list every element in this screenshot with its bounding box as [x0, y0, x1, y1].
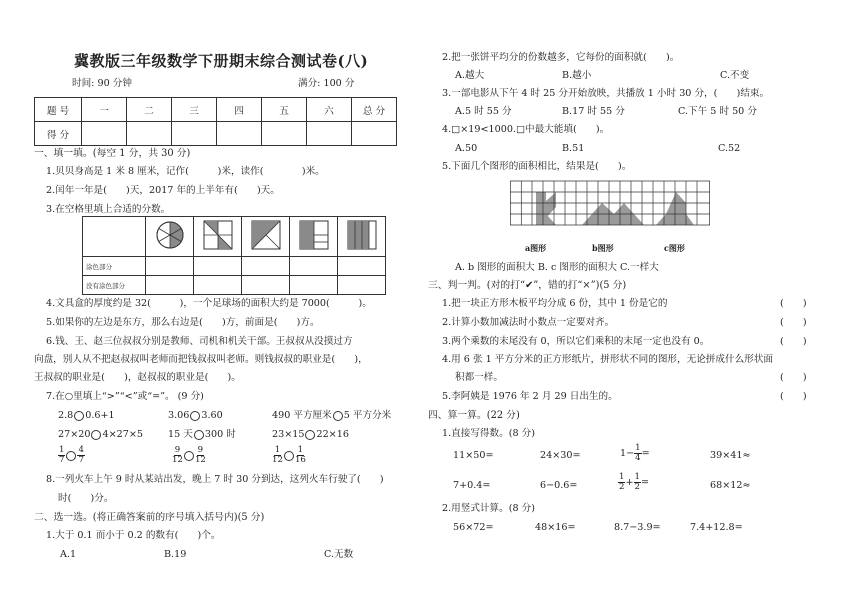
- compare-item: 15 天 300 时: [168, 429, 236, 440]
- s2-q1-opt-c[interactable]: C.无数: [324, 549, 354, 560]
- compare-circle[interactable]: [190, 411, 200, 421]
- row-label-unshaded: 没有涂色部分: [83, 276, 146, 295]
- score-cell: 六: [307, 98, 352, 122]
- s2-q3: 3.一部电影从下午 4 时 25 分开始放映，共播放 1 小时 30 分，( )结束。: [442, 88, 770, 99]
- score-table-header-row: [35, 98, 397, 122]
- s1-q8-line2: 时( )分。: [58, 493, 114, 504]
- compare-fraction-item: $\frac{1}{7}$ $\frac{4}{7}$: [59, 445, 84, 466]
- answer-cell[interactable]: [194, 276, 242, 295]
- score-input-cell[interactable]: [217, 122, 262, 146]
- s2-q5: 5.下面几个图形的面积相比，结果是( )。: [442, 161, 632, 172]
- vertical-calc-item: 48×16=: [535, 522, 576, 533]
- square-figure-1: [194, 217, 242, 257]
- vertical-calc-item: 8.7−3.9=: [614, 522, 661, 533]
- score-input-cell[interactable]: [352, 122, 397, 146]
- answer-cell[interactable]: [290, 257, 338, 276]
- compare-circle[interactable]: [284, 451, 294, 461]
- time-limit: 时间: 90 分钟: [72, 78, 132, 89]
- judge-paren[interactable]: ( ): [780, 336, 807, 347]
- s1-q6-line3: 王叔叔的职业是( )，赵叔叔的职业是( )。: [34, 372, 241, 383]
- section1-heading: 一、填一填。(每空 1 分，共 30 分): [34, 148, 191, 159]
- calc-item-fraction: 1− $\frac{1}{4}$ =: [620, 443, 650, 464]
- score-cell: 题 号: [35, 98, 82, 122]
- calc-item: 68×12≈: [710, 480, 751, 491]
- compare-circle[interactable]: [91, 430, 101, 440]
- compare-circle[interactable]: [333, 411, 343, 421]
- score-cell: 二: [127, 98, 172, 122]
- compare-circle[interactable]: [184, 451, 194, 461]
- page-title: 冀教版三年级数学下册期末综合测试卷(八): [74, 52, 369, 70]
- figure-label-a: a图形: [525, 243, 547, 253]
- s4-sub2: 2.用竖式计算。(8 分): [442, 503, 535, 514]
- answer-cell[interactable]: [146, 257, 194, 276]
- answer-cell[interactable]: [290, 276, 338, 295]
- s1-q6-line2: 向盘，别人从不把赵叔叔叫老师而把钱叔叔叫老师。则钱叔叔的职业是( )，: [34, 354, 368, 365]
- square-figure-4: [338, 217, 386, 257]
- s1-q7: 7.在○里填上“>”“<”或“=”。 (9 分): [46, 391, 204, 402]
- fraction-table-corner: [83, 217, 146, 257]
- section4-heading: 四、算一算。(22 分): [428, 410, 520, 421]
- compare-item: 490 平方厘米 5 平方分米: [272, 410, 392, 421]
- compare-fraction-item: $\frac{9}{12}$ $\frac{9}{12}$: [172, 445, 206, 466]
- s2-q2-opt-a[interactable]: A.越大: [455, 70, 485, 81]
- judge-item-4-cont: 积都一样。: [455, 372, 503, 383]
- calc-item: 7+0.4=: [453, 480, 491, 491]
- s1-q8-line1: 8.一列火车上午 9 时从某站出发，晚上 7 时 30 分到达，这列火车行驶了( ): [46, 474, 384, 485]
- compare-item: 3.06 3.60: [168, 410, 223, 421]
- figure-label-b: b图形: [592, 243, 614, 253]
- compare-circle[interactable]: [74, 411, 84, 421]
- compare-item: 23×15 22×16: [272, 429, 349, 440]
- score-input-cell[interactable]: [127, 122, 172, 146]
- s2-q5-options[interactable]: A. b 图形的面积大 B. c 图形的面积大 C.一样大: [455, 262, 659, 273]
- section3-heading: 三、判一判。(对的打“✔”，错的打“×”)(5 分): [428, 280, 627, 291]
- score-table: [34, 97, 397, 146]
- score-cell: 四: [217, 98, 262, 122]
- s2-q4: 4.□×19<1000.□中最大能填( )。: [442, 124, 610, 135]
- score-cell: 一: [82, 98, 127, 122]
- shapes-grid-figure: [510, 180, 710, 244]
- calc-item: 11×50=: [453, 450, 494, 461]
- vertical-calc-item: 7.4+12.8=: [690, 522, 743, 533]
- judge-paren[interactable]: ( ): [780, 317, 807, 328]
- judge-item-3: 3.两个乘数的末尾没有 0，所以它们乘积的末尾一定也没有 0。: [442, 336, 710, 347]
- answer-cell[interactable]: [242, 257, 290, 276]
- answer-cell[interactable]: [338, 276, 386, 295]
- circle-figure: [146, 217, 194, 257]
- judge-item-5: 5.李阿姨是 1976 年 2 月 29 日出生的。: [442, 391, 618, 402]
- row-label-shaded: 涂色部分: [83, 257, 146, 276]
- answer-cell[interactable]: [338, 257, 386, 276]
- s2-q1: 1.大于 0.1 而小于 0.2 的数有( )个。: [46, 530, 221, 541]
- answer-cell[interactable]: [194, 257, 242, 276]
- s1-q1: 1.贝贝身高是 1 米 8 厘米，记作( )米，读作( )米。: [46, 166, 325, 177]
- section2-heading: 二、选一选。(将正确答案前的序号填入括号内)(5 分): [34, 512, 265, 523]
- square-figure-3: [290, 217, 338, 257]
- calc-item-fraction: $\frac{1}{2}$ + $\frac{1}{2}$ =: [619, 472, 650, 493]
- fraction-table: [82, 216, 386, 295]
- s2-q3-opt-b[interactable]: B.17 时 55 分: [562, 106, 625, 117]
- full-score: 满分: 100 分: [298, 78, 355, 89]
- s2-q3-opt-a[interactable]: A.5 时 55 分: [455, 106, 512, 117]
- s2-q2-opt-b[interactable]: B.越小: [562, 70, 592, 81]
- score-cell: 得 分: [35, 122, 82, 146]
- compare-circle[interactable]: [305, 430, 315, 440]
- calc-item: 39×41≈: [710, 450, 751, 461]
- score-cell: 总 分: [352, 98, 397, 122]
- judge-paren[interactable]: ( ): [780, 372, 807, 383]
- s2-q2: 2.把一张饼平均分的份数越多，它每份的面积就( )。: [442, 52, 680, 63]
- judge-item-4: 4.用 6 张 1 平方分米的正方形纸片，拼形状不同的图形，无论拼成什么形状面: [442, 354, 773, 365]
- s1-q3: 3.在空格里填上合适的分数。: [46, 204, 171, 215]
- compare-item: 27×20 4×27×5: [58, 429, 143, 440]
- score-cell: 三: [172, 98, 217, 122]
- s2-q1-opt-b[interactable]: B.19: [164, 549, 187, 560]
- compare-circle[interactable]: [66, 451, 76, 461]
- judge-item-2: 2.计算小数加减法时小数点一定要对齐。: [442, 317, 615, 328]
- judge-paren[interactable]: ( ): [780, 298, 807, 309]
- compare-fraction-item: $\frac{1}{12}$ $\frac{1}{16}$: [272, 445, 306, 466]
- compare-circle[interactable]: [194, 430, 204, 440]
- figure-label-c: c图形: [664, 243, 685, 253]
- score-table-score-row: [35, 122, 397, 146]
- answer-cell[interactable]: [242, 276, 290, 295]
- compare-item: 2.8 0.6+1: [58, 410, 115, 421]
- answer-cell[interactable]: [146, 276, 194, 295]
- s1-q2: 2.闰年一年是( )天，2017 年的上半年有( )天。: [46, 185, 280, 196]
- score-input-cell[interactable]: [82, 122, 127, 146]
- s2-q4-opt-b[interactable]: B.51: [562, 143, 585, 154]
- judge-paren[interactable]: ( ): [780, 391, 807, 402]
- judge-item-1: 1.把一块正方形木板平均分成 6 份，其中 1 份是它的: [442, 298, 668, 309]
- score-cell: 五: [262, 98, 307, 122]
- vertical-calc-item: 56×72=: [453, 522, 494, 533]
- s4-sub1: 1.直接写得数。(8 分): [442, 428, 535, 439]
- calc-item: 24×30=: [540, 450, 581, 461]
- s1-q6-line1: 6.钱、王、赵三位叔叔分别是教师、司机和机关干部。王叔叔从没摸过方: [46, 336, 353, 347]
- s2-q1-opt-a[interactable]: A.1: [60, 549, 77, 560]
- s2-q2-opt-c[interactable]: C.不变: [720, 70, 750, 81]
- s2-q4-opt-c[interactable]: C.52: [718, 143, 741, 154]
- s2-q4-opt-a[interactable]: A.50: [455, 143, 478, 154]
- s1-q5: 5.如果你的左边是东方，那么右边是( )方，前面是( )方。: [46, 317, 320, 328]
- calc-item: 6−0.6=: [540, 480, 578, 491]
- s2-q3-opt-c[interactable]: C.下午 5 时 50 分: [678, 106, 757, 117]
- score-input-cell[interactable]: [262, 122, 307, 146]
- score-input-cell[interactable]: [172, 122, 217, 146]
- square-figure-2: [242, 217, 290, 257]
- score-input-cell[interactable]: [307, 122, 352, 146]
- s1-q4: 4.文具盒的厚度约是 32( )，一个足球场的面积大约是 7000( )。: [46, 298, 372, 309]
